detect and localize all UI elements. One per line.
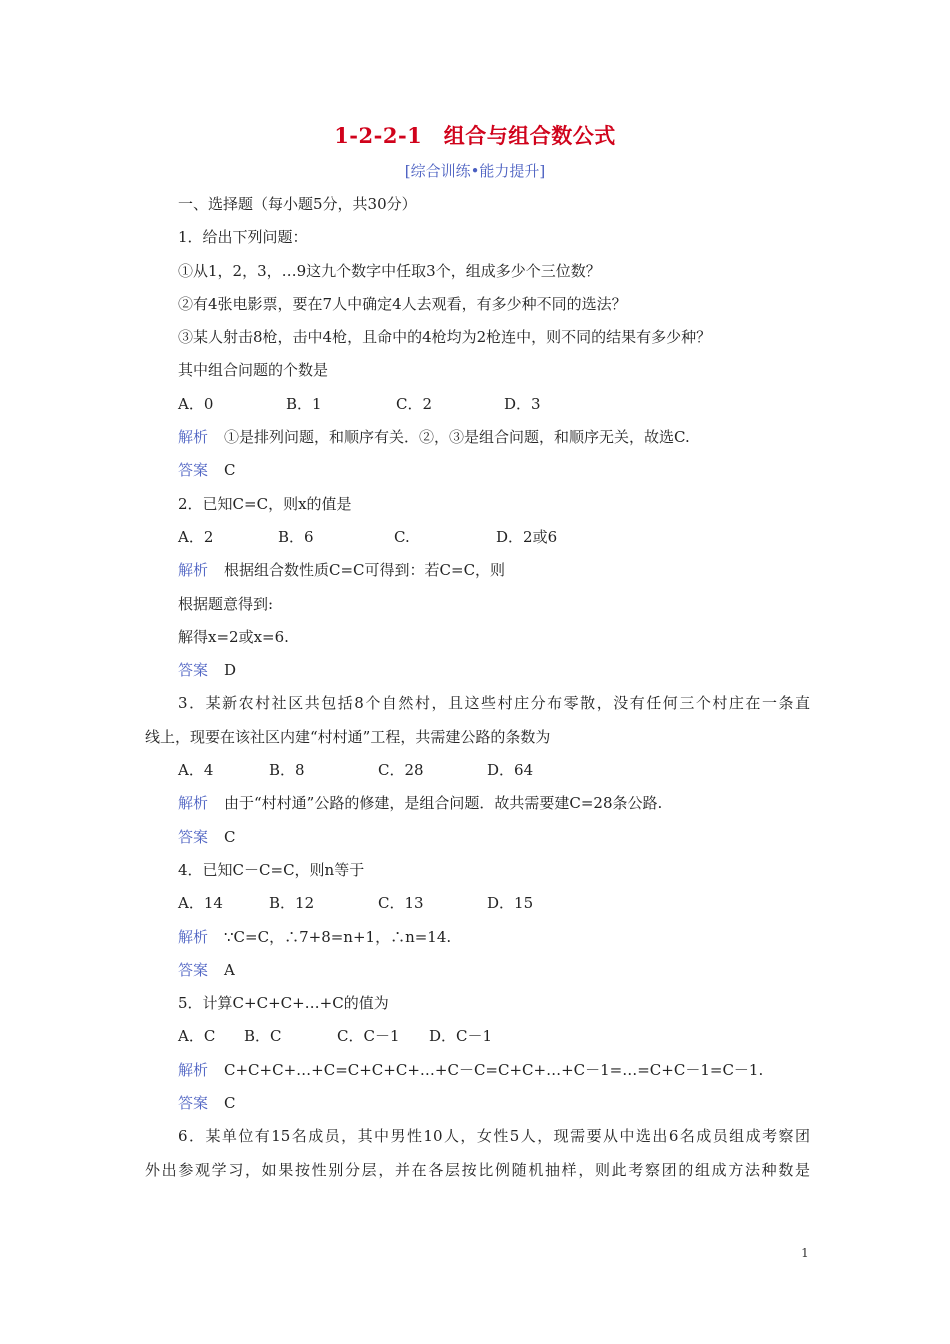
- answer-label: 答案: [178, 1094, 209, 1113]
- q1-option-b: B．1: [286, 394, 322, 413]
- analysis-label: 解析: [178, 927, 209, 946]
- q2-option-b: B．6: [278, 527, 314, 546]
- q1-item-1: ①从1，2，3，…9这九个数字中任取3个，组成多少个三位数？: [178, 261, 601, 280]
- q2-stem: 2．已知C=C，则x的值是: [178, 494, 352, 513]
- q3-option-d: D．64: [487, 761, 534, 780]
- q3-stem-line-2: 线上，现要在该社区内建“村村通”工程，共需建公路的条数为: [145, 727, 551, 746]
- q4-option-c: C．13: [378, 894, 424, 913]
- q1-answer-value: C: [224, 461, 236, 480]
- page-number: 1: [801, 1246, 809, 1260]
- page-title: 1-2-2-1 组合与组合数公式: [334, 123, 616, 148]
- answer-label: 答案: [178, 461, 209, 480]
- q3-analysis-text: 由于“村村通”公路的修建，是组合问题．故共需要建C=28条公路.: [224, 794, 663, 813]
- analysis-label: 解析: [178, 561, 209, 580]
- q6-stem-line-2: 外出参观学习，如果按性别分层，并在各层按比例随机抽样，则此考察团的组成方法种数是: [145, 1160, 810, 1179]
- q3-answer-value: C: [224, 827, 236, 846]
- q5-option-b: B．C: [244, 1027, 282, 1046]
- content-body: [145, 188, 810, 1187]
- q4-analysis-text: ∵C=C，∴7+8=n+1，∴n=14.: [224, 927, 452, 946]
- q3-option-a: A．4: [178, 761, 214, 780]
- q6-stem-line-1: 6．某单位有15名成员，其中男性10人，女性5人，现需要从中选出6名成员组成考察团: [178, 1127, 810, 1146]
- q2-options: [145, 521, 810, 554]
- q1-options: [145, 388, 810, 421]
- q2-analysis: [145, 554, 810, 587]
- analysis-label: 解析: [178, 1060, 209, 1079]
- q4-answer: [145, 954, 810, 987]
- q5-option-d: D．C－1: [429, 1027, 493, 1046]
- q4-options: [145, 887, 810, 920]
- q4-option-d: D．15: [487, 894, 534, 913]
- q5-option-c: C．C－1: [337, 1027, 400, 1046]
- q3-analysis: [145, 787, 810, 820]
- q1-ask: 其中组合问题的个数是: [178, 361, 329, 380]
- analysis-label: 解析: [178, 428, 209, 447]
- q3-option-c: C．28: [378, 761, 424, 780]
- q3-option-b: B．8: [269, 761, 305, 780]
- analysis-label: 解析: [178, 794, 209, 813]
- q2-option-a: A．2: [178, 527, 214, 546]
- q2-analysis-text: 根据组合数性质C=C可得到：若C=C，则: [224, 561, 506, 580]
- q3-answer: [145, 821, 810, 854]
- q3-stem-line-1: 3．某新农村社区共包括8个自然村，且这些村庄分布零散，没有任何三个村庄在一条直: [178, 694, 810, 713]
- q2-option-d: D．2或6: [496, 527, 558, 546]
- q5-answer: [145, 1087, 810, 1120]
- page-subtitle: [综合训练•能力提升]: [404, 162, 546, 180]
- q1-analysis-text: ①是排列问题，和顺序有关．②，③是组合问题，和顺序无关，故选C.: [224, 428, 690, 447]
- q2-answer-value: D: [224, 661, 237, 680]
- q5-analysis: [145, 1054, 810, 1087]
- q4-analysis: [145, 921, 810, 954]
- q1-option-d: D．3: [504, 394, 541, 413]
- q3-options: [145, 754, 810, 787]
- q5-option-a: A．C: [178, 1027, 216, 1046]
- q1-option-c: C．2: [396, 394, 433, 413]
- answer-label: 答案: [178, 661, 209, 680]
- q1-stem: 1．给出下列问题：: [178, 228, 308, 247]
- q2-analysis-line-2: 根据题意得到:: [178, 594, 274, 613]
- q4-stem: 4．已知C－C=C，则n等于: [178, 860, 365, 879]
- q1-option-a: A．0: [178, 394, 214, 413]
- q4-option-b: B．12: [269, 894, 315, 913]
- section-heading: 一、选择题（每小题5分，共30分）: [178, 195, 417, 213]
- q2-answer: [145, 654, 810, 687]
- q2-analysis-line-3: 解得x=2或x=6.: [178, 627, 289, 646]
- answer-label: 答案: [178, 827, 209, 846]
- q1-analysis: [145, 421, 810, 454]
- q4-answer-value: A: [224, 960, 235, 979]
- q4-option-a: A．14: [178, 894, 223, 913]
- q1-item-3: ③某人射击8枪，击中4枪，且命中的4枪均为2枪连中，则不同的结果有多少种？: [178, 328, 712, 347]
- q5-options: [145, 1020, 810, 1053]
- q2-option-c: C.: [394, 527, 410, 546]
- answer-label: 答案: [178, 960, 209, 979]
- q1-item-2: ②有4张电影票，要在7人中确定4人去观看，有多少种不同的选法？: [178, 294, 627, 313]
- q5-answer-value: C: [224, 1094, 236, 1113]
- q1-answer: [145, 454, 810, 487]
- q5-stem: 5．计算C+C+C+…+C的值为: [178, 994, 389, 1013]
- q5-analysis-text: C+C+C+…+C=C+C+C+…+C－C=C+C+…+C－1=…=C+C－1=C－1.: [224, 1060, 764, 1079]
